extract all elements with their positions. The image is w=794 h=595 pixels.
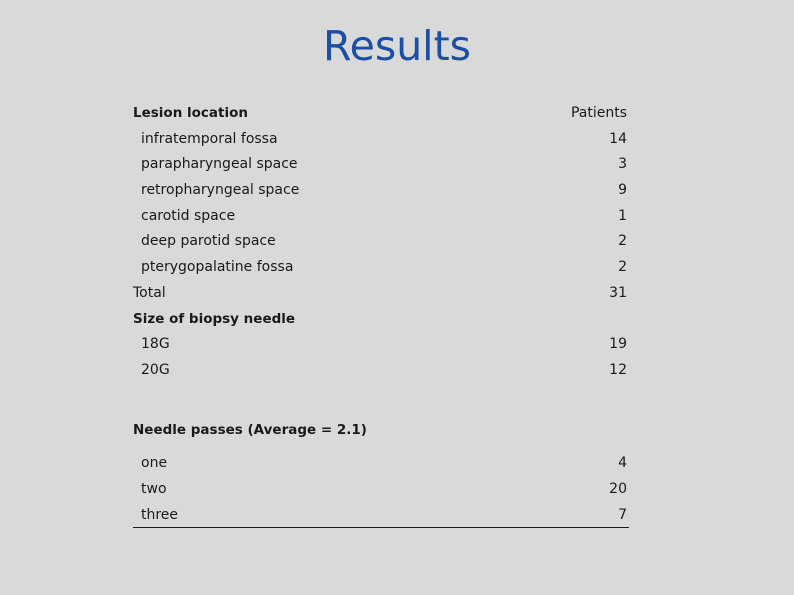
location-value: 9	[618, 182, 627, 199]
table-row	[133, 178, 628, 204]
location-label: parapharyngeal space	[141, 156, 298, 173]
table-row	[133, 358, 628, 384]
needle-size-value: 19	[609, 336, 627, 353]
table-row	[133, 332, 628, 358]
location-value: 2	[618, 233, 627, 250]
table-row	[133, 477, 628, 503]
patients-heading: Patients	[570, 105, 627, 121]
table-row	[133, 204, 628, 230]
header-row	[133, 101, 628, 127]
location-label: deep parotid space	[141, 233, 276, 250]
needle-size-heading: Size of biopsy needle	[133, 310, 296, 327]
table-bottom-rule	[133, 527, 629, 528]
location-label: pterygopalatine fossa	[141, 259, 294, 276]
table-row	[133, 451, 628, 477]
table-row	[133, 127, 628, 153]
needle-size-label: 18G	[141, 336, 170, 353]
table-row	[133, 503, 628, 529]
location-label: retropharyngeal space	[141, 182, 300, 199]
location-label: carotid space	[141, 207, 236, 224]
needle-passes-heading: Needle passes (Average = 2.1)	[133, 421, 367, 438]
location-label: infratemporal fossa	[141, 130, 278, 147]
passes-heading-row	[133, 418, 628, 444]
table-row	[133, 255, 628, 281]
needle-size-label: 20G	[141, 361, 170, 378]
section-spacer	[133, 384, 628, 418]
passes-label: three	[141, 506, 179, 523]
lesion-location-heading: Lesion location	[133, 105, 248, 121]
passes-label: two	[141, 480, 167, 497]
slide-title: Results	[322, 22, 472, 70]
table-row	[133, 229, 628, 255]
passes-value: 7	[618, 506, 627, 523]
location-value: 2	[618, 259, 627, 276]
total-row	[133, 281, 628, 307]
needle-size-value: 12	[609, 361, 627, 378]
location-value: 1	[618, 207, 627, 224]
passes-value: 20	[609, 480, 627, 497]
passes-label: one	[141, 455, 168, 472]
location-value: 3	[618, 156, 627, 173]
needle-heading-row	[133, 307, 628, 333]
table-row	[133, 152, 628, 178]
results-table	[133, 101, 628, 528]
total-value: 31	[609, 284, 627, 301]
total-label: Total	[133, 284, 166, 301]
passes-value: 4	[618, 455, 627, 472]
location-value: 14	[609, 130, 627, 147]
section-spacer	[133, 443, 628, 451]
